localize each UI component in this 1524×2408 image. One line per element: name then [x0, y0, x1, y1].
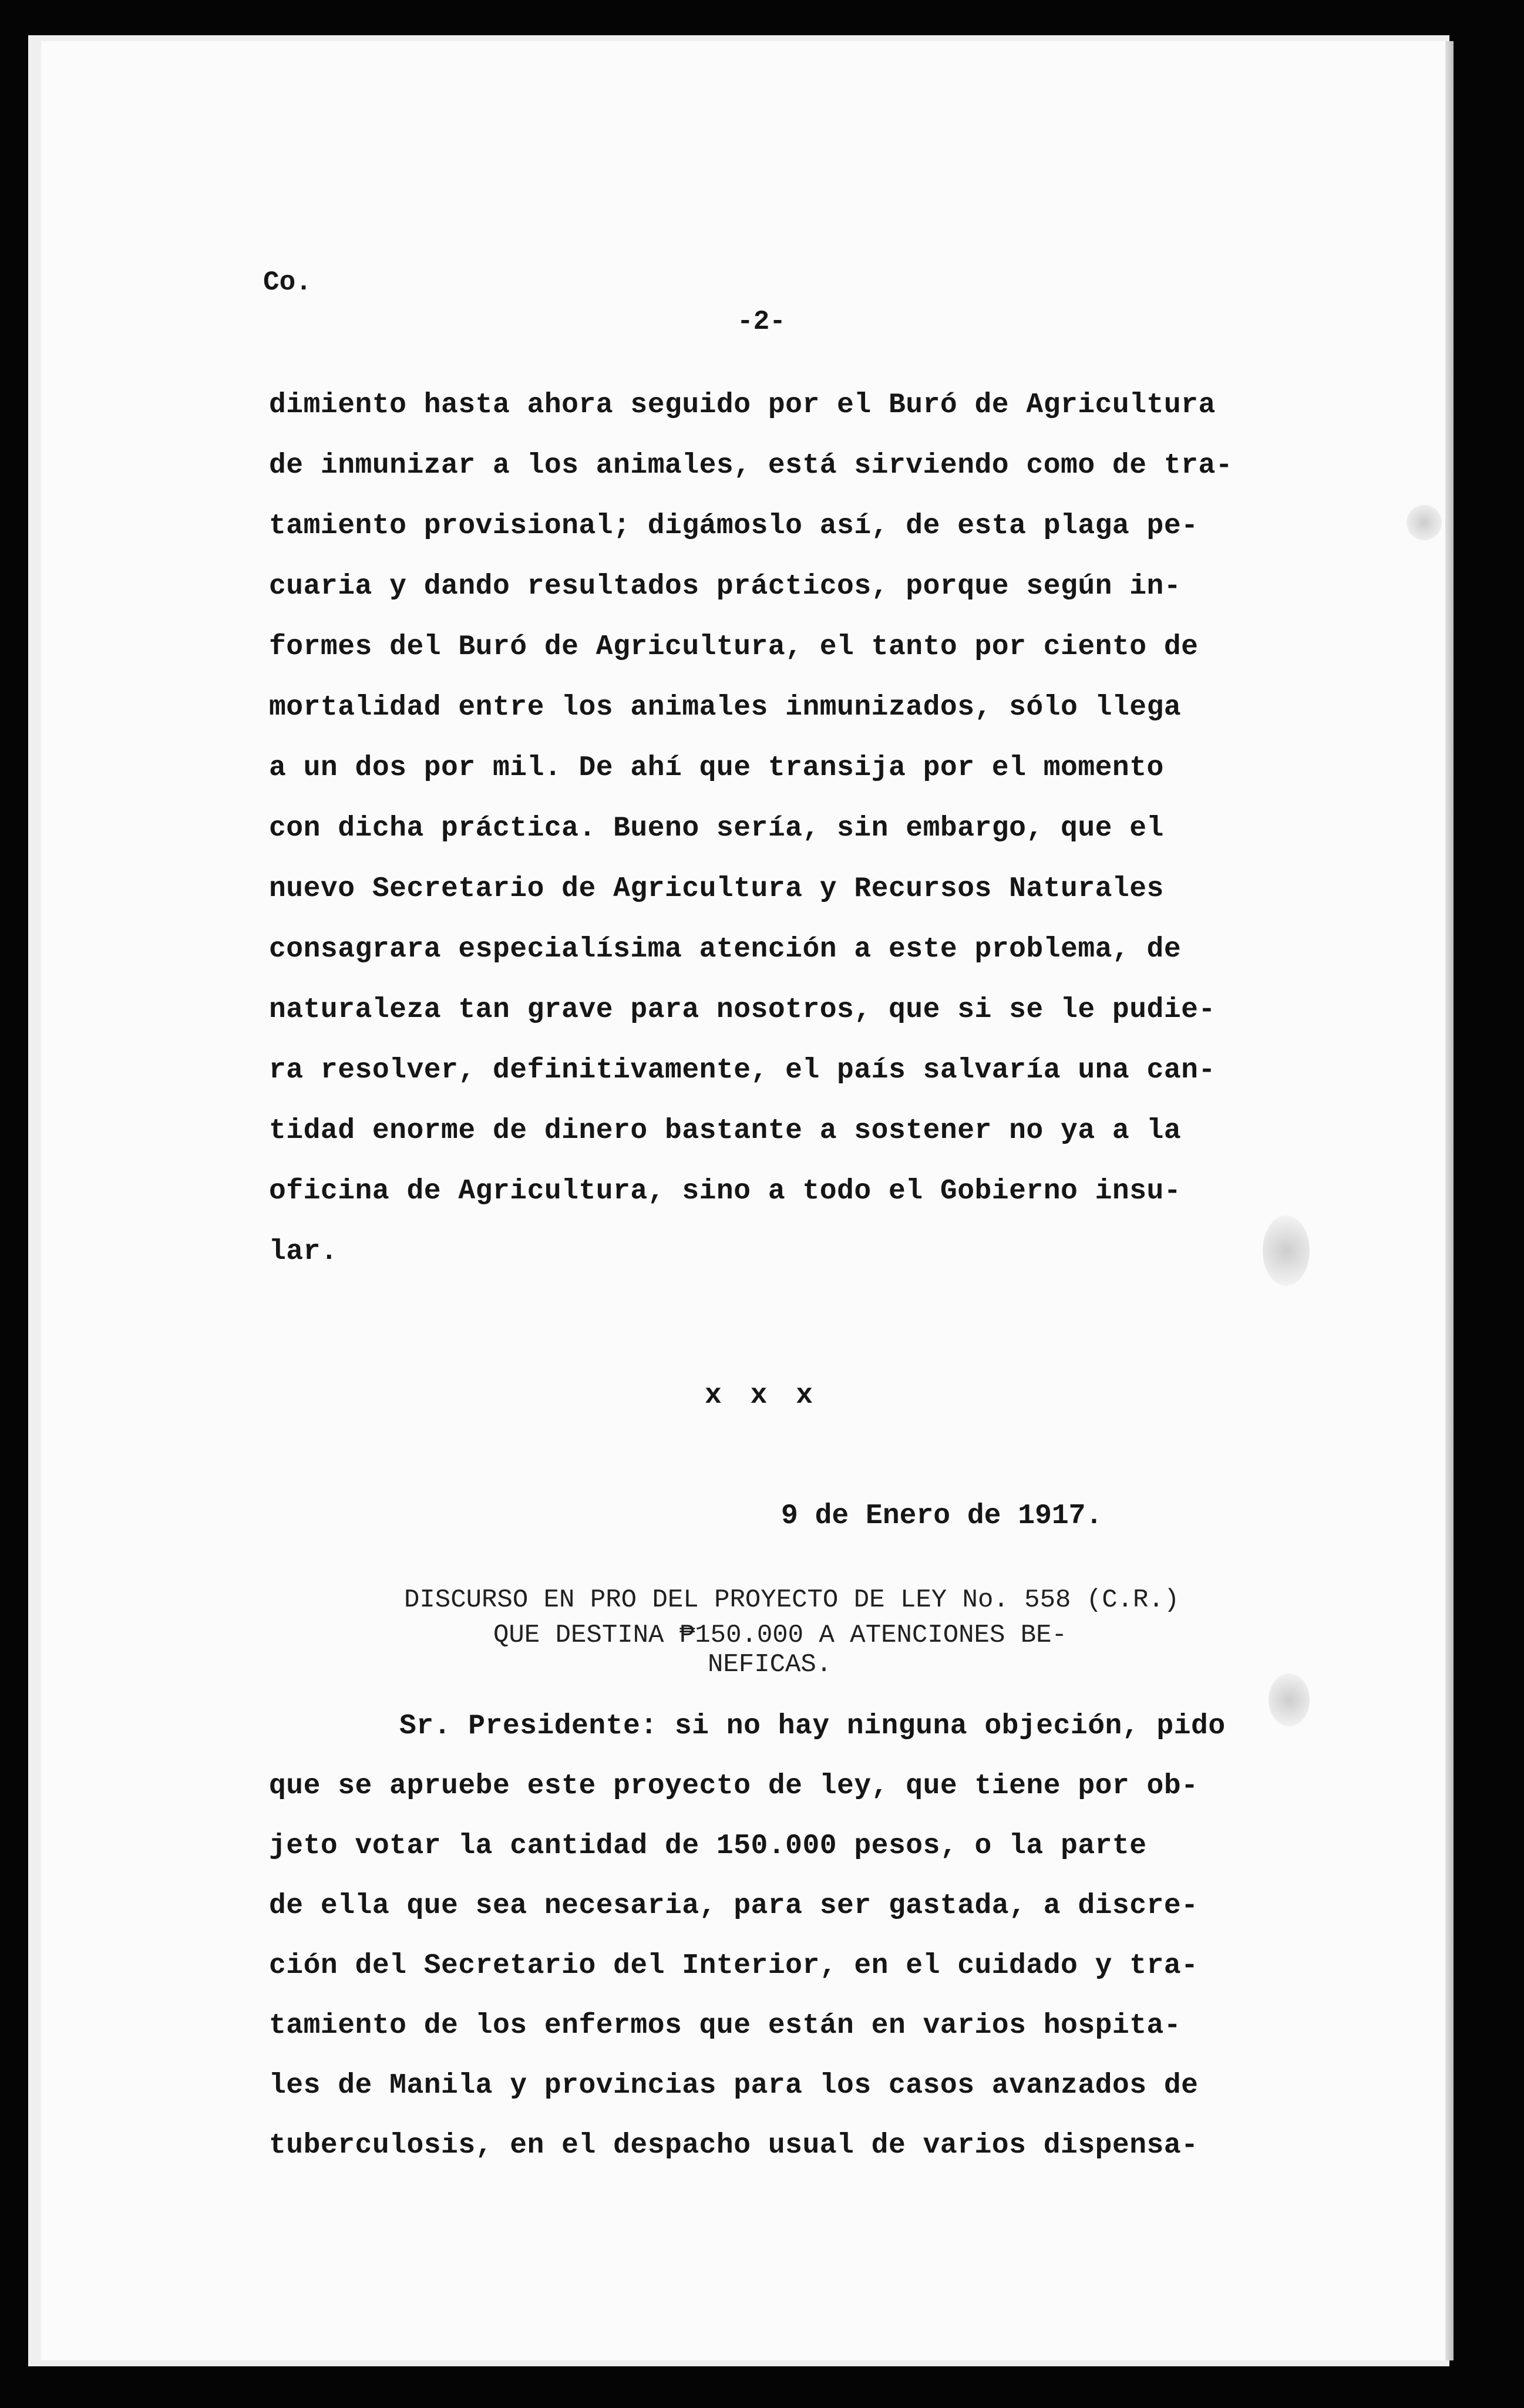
paragraph-line: formes del Buró de Agricultura, el tanto por ciento de: [269, 631, 1199, 663]
speech-line: ción del Secretario del Interior, en el cuidado y tra-: [269, 1950, 1199, 1982]
page-edge: [1445, 41, 1454, 2360]
paragraph-line: tidad enorme de dinero bastante a sostener no ya a la: [269, 1115, 1182, 1147]
speech-title-line: DISCURSO EN PRO DEL PROYECTO DE LEY No. 558 (C.R.): [404, 1585, 1180, 1615]
ink-smudge: [1263, 1215, 1310, 1286]
paragraph-line: con dicha práctica. Bueno sería, sin embargo, que el: [269, 813, 1164, 844]
paragraph-line: lar.: [269, 1236, 338, 1268]
paragraph-line: a un dos por mil. De ahí que transija por el momento: [269, 752, 1164, 784]
speech-line: Sr. Presidente: si no hay ninguna objeción, pido: [399, 1710, 1226, 1742]
paragraph-line: dimiento hasta ahora seguido por el Buró de Agricultura: [269, 389, 1216, 421]
page-number: -2-: [737, 307, 786, 337]
paragraph-line: nuevo Secretario de Agricultura y Recursos Naturales: [269, 873, 1164, 905]
speech-line: tuberculosis, en el despacho usual de varios dispensa-: [269, 2130, 1199, 2161]
paragraph-line: consagrara especialísima atención a este problema, de: [269, 934, 1182, 965]
paragraph-line: oficina de Agricultura, sino a todo el Gobierno insu-: [269, 1176, 1182, 1207]
ink-smudge: [1269, 1673, 1310, 1726]
speech-line: de ella que sea necesaria, para ser gastada, a discre-: [269, 1890, 1199, 1922]
paragraph-line: mortalidad entre los animales inmunizados, sólo llega: [269, 692, 1182, 723]
paragraph-line: naturaleza tan grave para nosotros, que si se le pudie-: [269, 994, 1216, 1026]
speech-line: les de Manila y provincias para los casos avanzados de: [269, 2070, 1199, 2101]
speech-title-line: QUE DESTINA ₱150.000 A ATENCIONES BE-: [493, 1621, 1067, 1650]
speech-title-line: NEFICAS.: [708, 1650, 832, 1679]
ink-smudge: [1407, 505, 1442, 540]
code-label: Co.: [263, 267, 312, 298]
speech-line: jeto votar la cantidad de 150.000 pesos, o la parte: [269, 1830, 1147, 1862]
paragraph-line: cuaria y dando resultados prácticos, porque según in-: [269, 571, 1182, 602]
section-separator: x x x: [705, 1380, 819, 1412]
speech-line: que se apruebe este proyecto de ley, que tiene por ob-: [269, 1770, 1199, 1802]
speech-line: tamiento de los enfermos que están en varios hospita-: [269, 2010, 1182, 2042]
speech-date: 9 de Enero de 1917.: [781, 1500, 1103, 1532]
paragraph-line: de inmunizar a los animales, está sirviendo como de tra-: [269, 450, 1233, 481]
paragraph-line: tamiento provisional; digámoslo así, de esta plaga pe-: [269, 510, 1199, 542]
paragraph-line: ra resolver, definitivamente, el país salvaría una can-: [269, 1055, 1216, 1086]
